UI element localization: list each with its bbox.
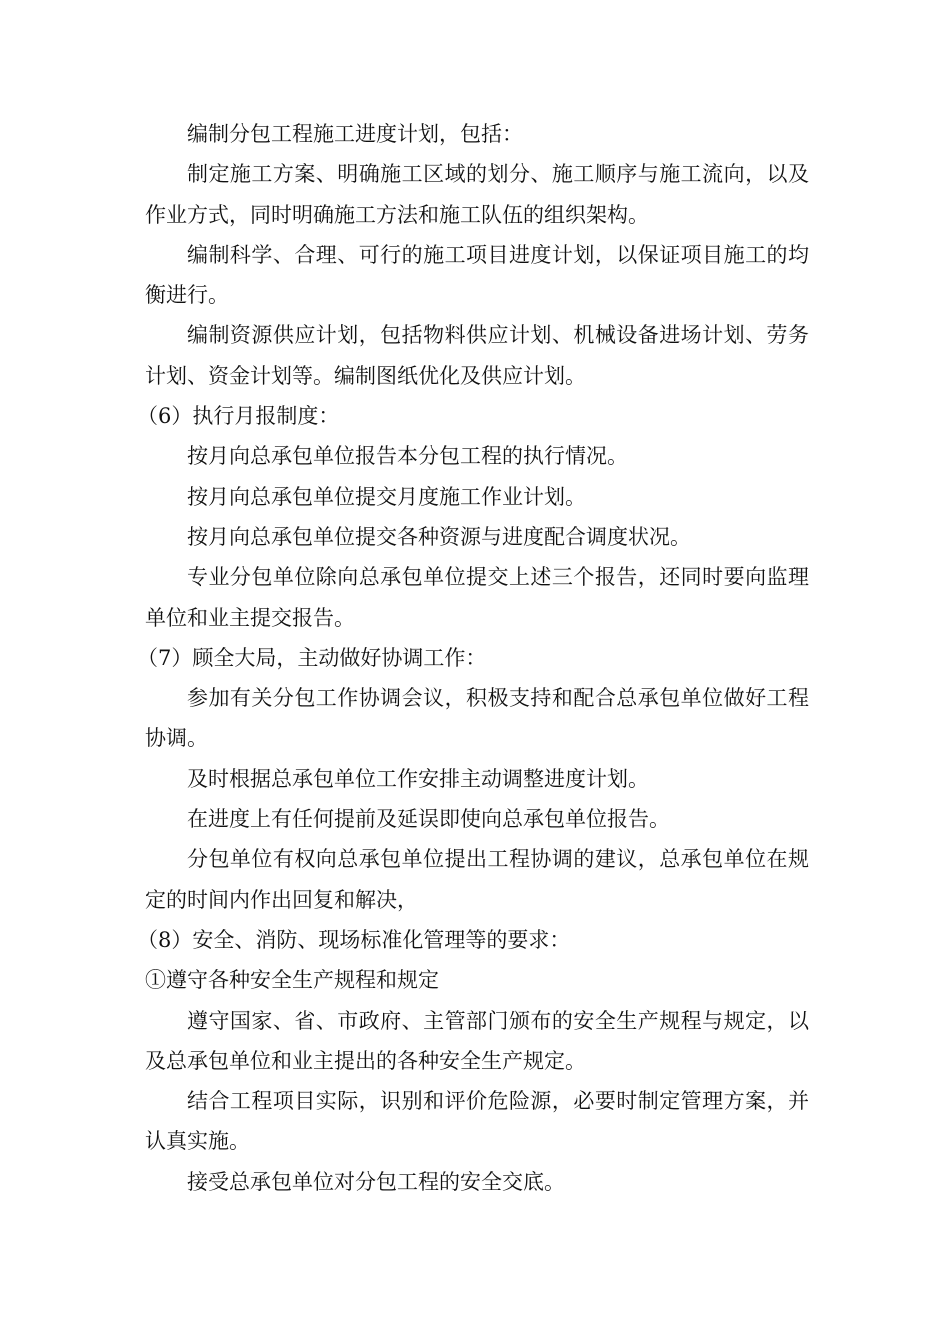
- paragraph: 专业分包单位除向总承包单位提交上述三个报告，还同时要向监理单位和业主提交报告。: [145, 565, 809, 630]
- paragraph: 遵守国家、省、市政府、主管部门颁布的安全生产规程与规定，以及总承包单位和业主提出的各种安全生产规定。: [145, 1008, 809, 1073]
- section-heading: （6）执行月报制度：: [137, 404, 340, 429]
- paragraph: 编制资源供应计划，包括物料供应计划、机械设备进场计划、劳务计划、资金计划等。编制图纸优化及供应计划。: [145, 323, 809, 388]
- section-heading: （8）安全、消防、现场标准化管理等的要求：: [137, 927, 571, 952]
- paragraph: 制定施工方案、明确施工区域的划分、施工顺序与施工流向，以及作业方式，同时明确施工方法和施工队伍的组织架构。: [145, 162, 809, 227]
- paragraph: 及时根据总承包单位工作安排主动调整进度计划。: [187, 766, 649, 791]
- paragraph: 按月向总承包单位提交各种资源与进度配合调度状况。: [187, 524, 691, 549]
- section-heading: （7）顾全大局，主动做好协调工作：: [137, 645, 487, 670]
- paragraph: 接受总承包单位对分包工程的安全交底。: [187, 1169, 565, 1194]
- paragraph: 分包单位有权向总承包单位提出工程协调的建议，总承包单位在规定的时间内作出回复和解决，: [145, 847, 809, 912]
- paragraph: 按月向总承包单位提交月度施工作业计划。: [187, 484, 586, 509]
- paragraph: 按月向总承包单位报告本分包工程的执行情况。: [187, 444, 628, 469]
- subsection-heading: ①遵守各种安全生产规程和规定: [145, 968, 439, 993]
- paragraph: 编制科学、合理、可行的施工项目进度计划，以保证项目施工的均衡进行。: [145, 242, 809, 308]
- document-page: [137, 114, 809, 1202]
- paragraph: 结合工程项目实际，识别和评价危险源，必要时制定管理方案，并认真实施。: [145, 1089, 809, 1154]
- paragraph: 编制分包工程施工进度计划，包括：: [187, 122, 523, 146]
- paragraph: 参加有关分包工作协调会议，积极支持和配合总承包单位做好工程协调。: [145, 686, 809, 751]
- paragraph: 在进度上有任何提前及延误即使向总承包单位报告。: [187, 807, 670, 832]
